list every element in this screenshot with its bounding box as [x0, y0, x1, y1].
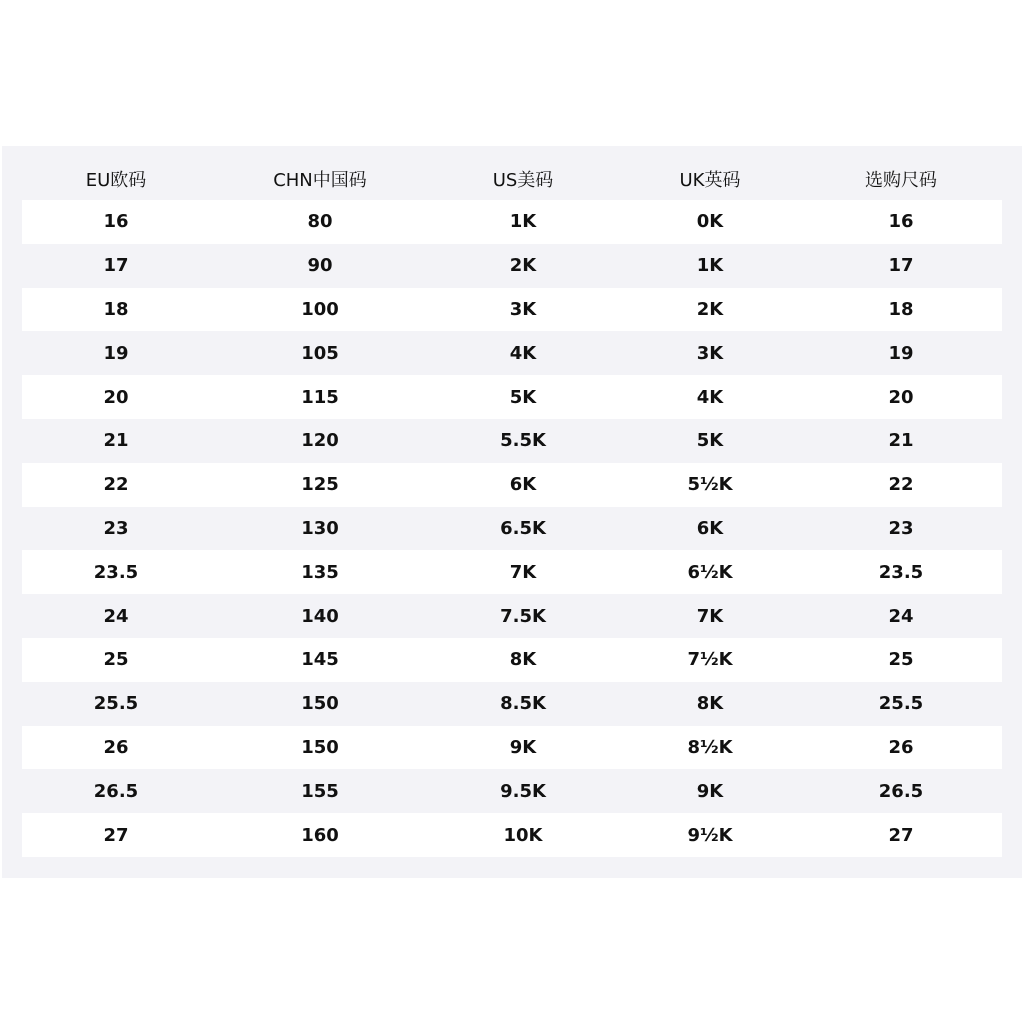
- chn-size-cell: 145: [301, 649, 339, 671]
- chn-size-cell: 150: [301, 693, 339, 715]
- us-size-cell: 4K: [509, 342, 537, 364]
- uk-size-cell: 0K: [696, 211, 724, 233]
- chn-size-cell: 155: [301, 780, 339, 802]
- table-row: [22, 463, 1002, 507]
- selected-size-cell: 24: [888, 605, 914, 627]
- uk-size-cell: 5K: [696, 430, 724, 452]
- us-size-cell: 5.5K: [500, 430, 546, 452]
- selected-size-cell: 20: [888, 386, 914, 408]
- table-row: [22, 550, 1002, 594]
- table-row: [22, 769, 1002, 813]
- uk-size-cell: 5½K: [687, 474, 733, 496]
- uk-size-cell: 7½K: [687, 649, 733, 671]
- table-row: [22, 288, 1002, 332]
- table-row: [22, 507, 1002, 551]
- uk-size-cell: 7K: [696, 605, 724, 627]
- chn-size-cell: 135: [301, 561, 339, 583]
- us-size-cell: 6K: [509, 474, 537, 496]
- eu-size-cell: 27: [103, 824, 129, 846]
- selected-size-cell: 19: [888, 342, 914, 364]
- chn-size-cell: 115: [301, 386, 339, 408]
- table-row: [22, 244, 1002, 288]
- table-row: [22, 594, 1002, 638]
- chn-size-cell: 130: [301, 517, 339, 539]
- selected-size-cell: 23: [888, 517, 914, 539]
- uk-size-cell: 2K: [696, 298, 724, 320]
- chn-size-cell: 90: [307, 255, 333, 277]
- eu-size-cell: 25.5: [93, 693, 139, 715]
- size-chart-panel: [2, 146, 1022, 878]
- selected-size-cell: 26: [888, 736, 914, 758]
- eu-size-cell: 22: [103, 474, 129, 496]
- us-size-cell: 3K: [509, 298, 537, 320]
- chn-size-cell: 80: [307, 211, 333, 233]
- eu-size-cell: 26: [103, 736, 129, 758]
- table-row: [22, 375, 1002, 419]
- uk-size-cell: 3K: [696, 342, 724, 364]
- eu-size-cell: 24: [103, 605, 129, 627]
- chn-size-cell: 160: [301, 824, 339, 846]
- selected-size-cell: 25: [888, 649, 914, 671]
- selected-size-cell: 27: [888, 824, 914, 846]
- uk-size-cell: 6K: [696, 517, 724, 539]
- eu-size-cell: 16: [103, 211, 129, 233]
- us-size-cell: 2K: [509, 255, 537, 277]
- chn-size-cell: 150: [301, 736, 339, 758]
- table-body: [22, 200, 1002, 857]
- table-row: [22, 331, 1002, 375]
- uk-size-cell: 9½K: [687, 824, 733, 846]
- header-us-size: US美码: [492, 170, 554, 191]
- header-selected-size: 选购尺码: [865, 170, 937, 191]
- table-row: [22, 726, 1002, 770]
- us-size-cell: 9.5K: [500, 780, 546, 802]
- selected-size-cell: 16: [888, 211, 914, 233]
- us-size-cell: 8.5K: [500, 693, 546, 715]
- header-chn-size: CHN中国码: [273, 170, 367, 191]
- uk-size-cell: 1K: [696, 255, 724, 277]
- eu-size-cell: 17: [103, 255, 129, 277]
- chn-size-cell: 140: [301, 605, 339, 627]
- selected-size-cell: 18: [888, 298, 914, 320]
- chn-size-cell: 120: [301, 430, 339, 452]
- us-size-cell: 8K: [509, 649, 537, 671]
- us-size-cell: 5K: [509, 386, 537, 408]
- us-size-cell: 10K: [503, 824, 543, 846]
- table-row: [22, 200, 1002, 244]
- eu-size-cell: 23: [103, 517, 129, 539]
- selected-size-cell: 21: [888, 430, 914, 452]
- table-header: [22, 160, 1002, 198]
- eu-size-cell: 19: [103, 342, 129, 364]
- table-row: [22, 813, 1002, 857]
- eu-size-cell: 21: [103, 430, 129, 452]
- us-size-cell: 7K: [509, 561, 537, 583]
- eu-size-cell: 18: [103, 298, 129, 320]
- uk-size-cell: 9K: [696, 780, 724, 802]
- selected-size-cell: 25.5: [878, 693, 924, 715]
- selected-size-cell: 17: [888, 255, 914, 277]
- uk-size-cell: 6½K: [687, 561, 733, 583]
- chn-size-cell: 105: [301, 342, 339, 364]
- table-row: [22, 638, 1002, 682]
- selected-size-cell: 23.5: [878, 561, 924, 583]
- table-row: [22, 419, 1002, 463]
- table-row: [22, 682, 1002, 726]
- selected-size-cell: 26.5: [878, 780, 924, 802]
- chn-size-cell: 125: [301, 474, 339, 496]
- eu-size-cell: 20: [103, 386, 129, 408]
- selected-size-cell: 22: [888, 474, 914, 496]
- us-size-cell: 1K: [509, 211, 537, 233]
- us-size-cell: 6.5K: [500, 517, 546, 539]
- uk-size-cell: 8½K: [687, 736, 733, 758]
- header-uk-size: UK英码: [679, 170, 741, 191]
- header-eu-size: EU欧码: [85, 170, 147, 191]
- uk-size-cell: 4K: [696, 386, 724, 408]
- chn-size-cell: 100: [301, 298, 339, 320]
- eu-size-cell: 25: [103, 649, 129, 671]
- us-size-cell: 9K: [509, 736, 537, 758]
- eu-size-cell: 26.5: [93, 780, 139, 802]
- eu-size-cell: 23.5: [93, 561, 139, 583]
- uk-size-cell: 8K: [696, 693, 724, 715]
- us-size-cell: 7.5K: [500, 605, 546, 627]
